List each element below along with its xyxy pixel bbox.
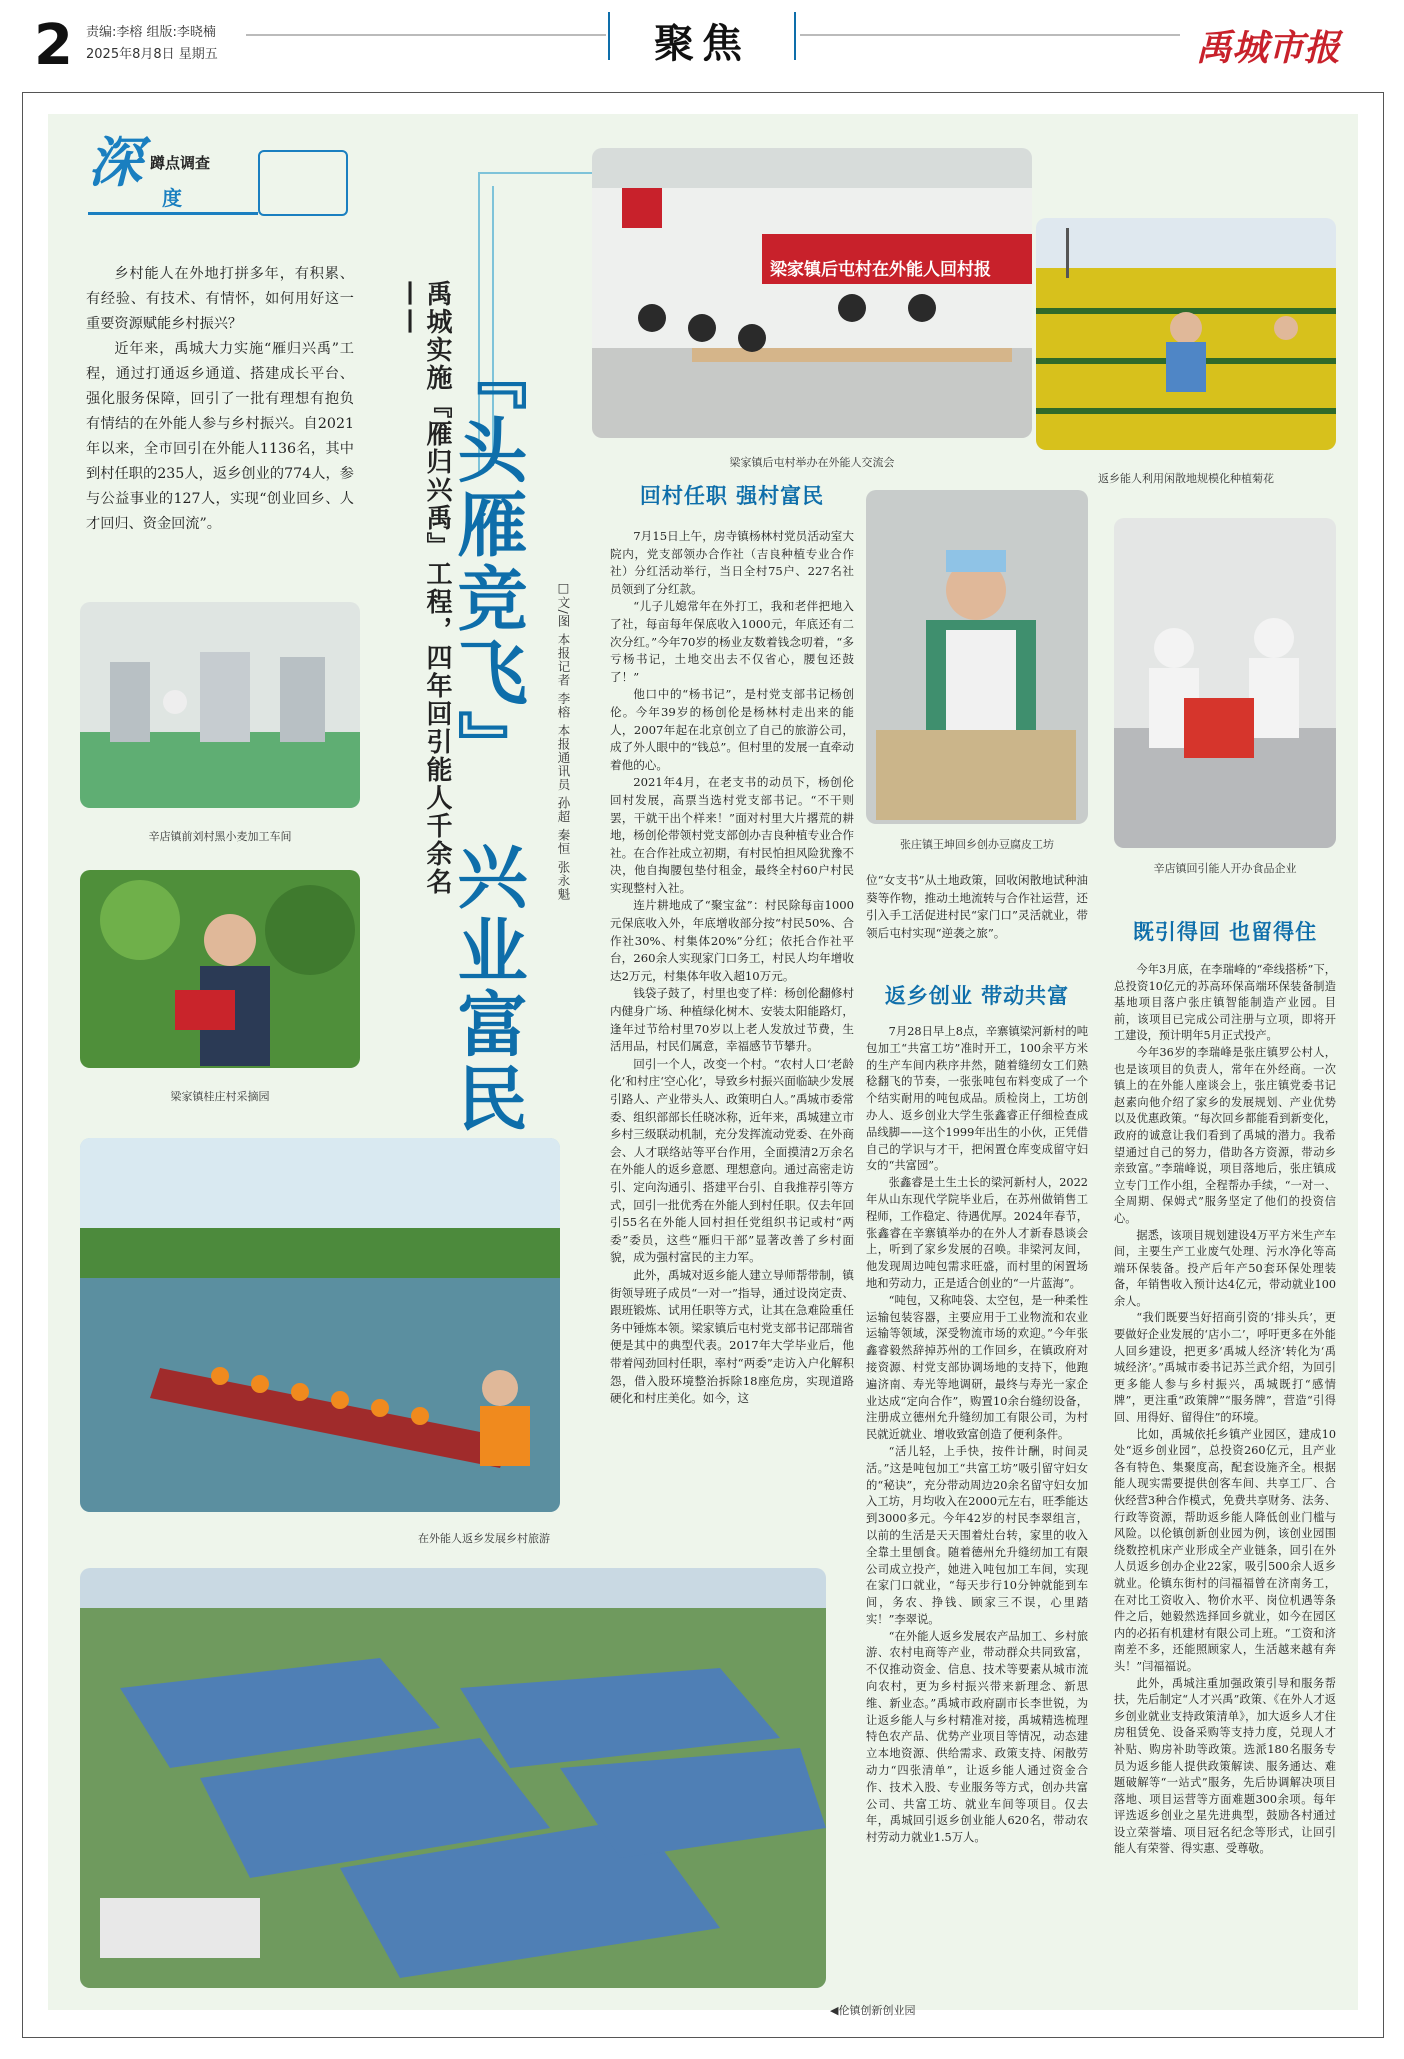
byline: □文/图 本报记者 李榕 本报通讯员 孙超 秦恒 张永魁 <box>556 580 571 902</box>
body-para: “我们既要当好招商引资的‘排头兵’，更要做好企业发展的‘店小二’，呼吁更多在外能人回乡建设，把更多‘禹城人经济’转化为‘禹城经济’。”禹城市委书记苏兰武介绍，为回引更多能人参与乡村振兴，禹城既打“感情牌”，更注重“政策牌”“服务牌”，营造“引得回、用得好、留得住”的环境。 <box>1114 1311 1336 1425</box>
body-para: 今年3月底，在李瑞峰的“牵线搭桥”下，总投资10亿元的苏高环保高端环保装备制造基地项目落户张庄镇智能制造产业园。目前，该项目已完成公司注册与立项，即将开工建设，预计明年5月正式投产。 <box>1114 963 1336 1043</box>
section2-title: 返乡创业 带动共富 <box>884 984 1070 1008</box>
photo-chrysanthemum-field <box>1036 218 1336 450</box>
newspaper-logo: 禹城市报 <box>1196 27 1341 69</box>
intro-para: 近年来，禹城大力实施“雁归兴禹”工程，通过打通返乡通道、搭建成长平台、强化服务保障，回引了一批有理想有抱负有情结的在外能人参与乡村振兴。自2021年以来，全市回引在外能人1136名，其中到村任职的235人，返乡创业的774人，参与公益事业的127人，实现“创业回乡、人才回归、资金回流”。 <box>86 341 354 532</box>
photo-tofu-skin-workshop <box>866 490 1088 824</box>
photo-aerial-park <box>80 1568 826 1988</box>
section3-body <box>1114 962 1336 1858</box>
header-info <box>86 22 218 66</box>
date-line: 2025年8月8日 星期五 <box>86 47 218 62</box>
body-para: “吨包，又称吨袋、太空包，是一种柔性运输包装容器，主要应用于工业物流和农业运输等领域，深受物流市场的欢迎。”今年张鑫睿毅然辞掉苏州的工作回乡，在镇政府对接资源、村党支部协调场地的支持下，他跑遍济南、寿光等地调研，最终与寿光一家企业达成“定向合作”，购置10余台缝纫设备，注册成立德州允升缝纫加工有限公司，为村民就近就业、增收致富创造了便利条件。 <box>866 1293 1088 1442</box>
body-para: 位“女支书”从土地政策，回收闲散地试种油葵等作物，推动土地流转与合作社运营，还引入手工活促进村民“家门口”灵活就业，带领后屯村实现“逆袭之旅”。 <box>866 873 1088 940</box>
column-logo-deep: 深 <box>88 131 142 194</box>
body-para: 连片耕地成了“聚宝盆”：村民除每亩1000元保底收入外，年底增收部分按“村民50%、合作社30%、村集体20%”分红；依托合作社平台，260余人实现家门口务工，村民人均年增收达2万元，村集体年收入超10万元。 <box>610 898 854 983</box>
deco-line <box>478 172 598 174</box>
caption-meeting: 梁家镇后屯村举办在外能人交流会 <box>729 456 895 469</box>
header-rule-left <box>246 34 606 36</box>
caption-tofu-skin-workshop: 张庄镇王坤回乡创办豆腐皮工坊 <box>900 838 1054 851</box>
headline-main-top: 『头雁竞飞』 <box>446 340 528 784</box>
column-logo-du: 度 <box>162 186 192 210</box>
body-para: “在外能人返乡发展农产品加工、乡村旅游、农村电商等产业，带动群众共同致富，不仅推动资金、信息、技术等要素从城市流向农村，更为乡村振兴带来新理念、新思维、新业态。”禹城市政府副市长李世锐，为让返乡能人与乡村精准对接，禹城精选梳理特色农产品、优势产业项目等情况，动态建立本地资源、供给需求、政策支持、闲散劳动力“四张清单”，让返乡能人通过资金合作、技术入股、专业服务等方式，创办共富公司、共富工坊、就业车间等项目。仅去年，禹城回引返乡创业能人620名，带动农村劳动力就业1.5万人。 <box>866 1629 1088 1845</box>
section2-body <box>866 1024 1088 1847</box>
body-para: 此外，禹城注重加强政策引导和服务帮扶，先后制定“人才兴禹”政策、《在外人才返乡创业就业支持政策清单》，加大返乡人才住房租赁免、设备采购等支持力度，兑现人才补贴、购房补助等政策。选派180名服务专员为返乡能人提供政策解读、服务通达、难题破解等“一站式”服务，先后协调解决项目落地、项目运营等方面难题300余项。每年评选返乡创业之星先进典型，鼓励各村通过设立荣誉墙、项目冠名纪念等形式，让回引能人有荣誉、得实惠、受尊敬。 <box>1114 1676 1336 1856</box>
photo-berry-picking <box>80 870 360 1068</box>
caption-berry-picking: 梁家镇桂庄村采摘园 <box>170 1090 270 1103</box>
intro-text <box>86 262 354 537</box>
body-para: 今年36岁的李瑞峰是张庄镇罗公村人，也是该项目的负责人，常年在外经商。一次镇上的在外能人座谈会上，张庄镇党委书记赵素向他介绍了家乡的发展规划、产业优势以及优惠政策。“每次回乡都能看到新变化，政府的诚意让我们看到了禹城的潜力。我希望通过自己的努力，借助各方资源，带动乡亲致富。”李瑞峰说，项目落地后，张庄镇成立专门工作小组，全程帮办手续，“一对一、全周期、保姆式”服务坚定了他们的投资信心。 <box>1114 1045 1336 1225</box>
photo-flour-mill <box>80 602 360 808</box>
headline-main-bottom: 兴业富民 <box>446 840 528 1136</box>
photo-dragon-boat <box>80 1138 560 1512</box>
editors-line: 责编:李榕 组版:李晓楠 <box>86 25 216 40</box>
column-logo-tag: 蹲点调查 <box>150 154 211 172</box>
caption-flour-mill: 辛店镇前刘村黑小麦加工车间 <box>148 830 292 843</box>
caption-food-enterprise: 辛店镇回引能人开办食品企业 <box>1153 862 1297 875</box>
section1-body <box>610 528 854 1408</box>
photo-meeting <box>592 148 1032 438</box>
newspaper-icon <box>258 150 348 216</box>
body-para: 7月28日早上8点，辛寨镇梁河新村的吨包加工“共富工坊”准时开工，100余平方米的生产车间内秩序井然，随着缝纫女工们熟稔翻飞的节奏，一张张吨包布料变成了一个个结实耐用的吨包成品。质检岗上，工坊创办人、返乡创业大学生张鑫睿正仔细检查成品线脚——这个1999年出生的小伙，正凭借自己的学识与才干，把闲置仓库变成留守妇女的“共富园”。 <box>866 1025 1088 1173</box>
meeting-banner-text: 梁家镇后屯村在外能人回村报 <box>770 260 991 280</box>
caption-aerial-park: ◀伦镇创新创业园 <box>830 2004 916 2017</box>
body-para: 比如，禹城依托乡镇产业园区，建成10处“返乡创业园”，总投资260亿元，且产业各有特色、集聚度高，配套设施齐全。根据能人现实需要提供创客车间、共享工厂、合伙经营3种合作模式，免费共享财务、法务、行政等资源，帮助返乡能人降低创业门槛与风险。以伦镇创新创业园为例，该创业园围绕数控机床产业形成全产业链条，回引在外人员返乡创办企业22家，吸引500余人返乡就业。伦镇东街村的闫福福曾在济南务工，在对比工资收入、物价水平、岗位机遇等条件之后，她毅然选择回乡就业，如今在园区内的必拓有机建材有限公司上班。“工资和济南差不多，还能照顾家人，生活越来越有奔头！”闫福福说。 <box>1114 1427 1336 1673</box>
logo-underline <box>88 212 258 215</box>
body-para: 钱袋子鼓了，村里也变了样：杨创伦翻修村内健身广场、种植绿化树木、安装太阳能路灯，逢年过节给村里70岁以上老人发放过节费，生活用品，村民们属意，幸福感节节攀升。 <box>610 986 854 1054</box>
body-para: “儿子儿媳常年在外打工，我和老伴把地入了社，每亩每年保底收入1000元，年底还有二次分红。”今年70岁的杨业友数着钱念叨着，“多亏杨书记，土地交出去不仅省心，腰包还鼓了！” <box>610 599 854 684</box>
body-para: 回引一个人，改变一个村。“农村人口‘老龄化’和村庄‘空心化’，导致乡村振兴面临缺少发展引路人、产业带头人、政策明白人。”禹城市委常委、组织部部长任晓冰称，近年来，禹城建立市乡村三级联动机制，充分发挥流动党委、在外商会、人才联络站等平台作用，全面摸清2万余名在外能人的返乡意愿、理想意向。通过高密走访引、定向沟通引、搭建平台引、自我推荐引等方式，回引一批优秀在外能人到村任职。仅去年回引55名在外能人回村担任党组织书记或村“两委”委员，这些“雁归干部”显著改善了乡村面貌，成为强村富民的主力军。 <box>610 1056 854 1265</box>
body-para: 此外，禹城对返乡能人建立导师帮带制，镇街领导班子成员“一对一”指导，通过设岗定责、跟班锻炼、试用任职等方式，让其在急难险重任务中锤炼本领。梁家镇后屯村党支部书记邵瑞省便是其中的典型代表。2017年大学毕业后，他带着闯劲回村任职，率村“两委”走访入户化解积怨，借入股环境整治拆除18座危房，实现道路硬化和村庄美化。如今，这 <box>610 1267 854 1406</box>
caption-dragon-boat: 在外能人返乡发展乡村旅游 <box>418 1532 550 1545</box>
page-number: 2 <box>34 13 73 78</box>
section1-title: 回村任职 强村富民 <box>639 484 825 508</box>
section2-lead <box>866 872 1088 942</box>
body-para: 他口中的“杨书记”，是村党支部书记杨创伦。今年39岁的杨创伦是杨林村走出来的能人，2007年起在北京创立了自己的旅游公司，成了外人眼中的“钱总”。但村里的发展一直牵动着他的心。 <box>610 687 854 772</box>
intro-para: 乡村能人在外地打拼多年，有积累、有经验、有技术、有情怀，如何用好这一重要资源赋能乡村振兴？ <box>86 266 354 332</box>
body-para: “活儿轻，上手快，按件计酬，时间灵活。”这是吨包加工“共富工坊”吸引留守妇女的“秘诀”，充分带动周边20余名留守妇女加入工坊，月均收入在2000元左右，旺季能达到3000多元。今年42岁的村民李翠组言，以前的生活是天天围着灶台转，家里的收入全靠土里刨食。随着德州允升缝纫加工有限公司成立投产，她进入吨包加工车间，实现在家门口就业，“每天步行10分钟就能到车间，务农、挣钱、顾家三不误，心里踏实！”李翠说。 <box>866 1444 1088 1626</box>
headline-subtitle: 禹城实施『雁归兴禹』工程，四年回引能人千余名—— <box>396 280 452 896</box>
header-rule-right <box>800 34 1180 36</box>
body-para: 7月15日上午，房寺镇杨林村党员活动室大院内，党支部领办合作社（吉良种植专业合作社）分红活动举行，当日全村75户、227名社员领到了分红款。 <box>610 529 854 596</box>
section3-title: 既引得回 也留得住 <box>1132 920 1318 944</box>
section-title: 聚焦 <box>622 12 782 58</box>
body-para: 2021年4月，在老支书的动员下，杨创伦回村发展，高票当选村党支部书记。“不干则罢，干就干出个样来！”面对村里大片撂荒的耕地，杨创伦带领村党支部创办吉良种植专业合作社。在合作社成立初期，有村民怕担风险犹豫不决，他自掏腰包垫付租金，最终全村60户村民实现整村入社。 <box>610 775 854 895</box>
caption-chrysanthemum-field: 返乡能人利用闲散地规模化种植菊花 <box>1098 472 1274 485</box>
photo-food-enterprise <box>1114 518 1336 848</box>
body-para: 据悉，该项目规划建设4万平方米生产车间，主要生产工业废气处理、污水净化等高端环保装备。投产后年产50套环保处理装备，年销售收入预计达4亿元，带动就业100余人。 <box>1114 1228 1336 1308</box>
body-para: 张鑫睿是土生土长的梁河新村人，2022年从山东现代学院毕业后，在苏州做销售工程师，工作稳定、待遇优厚。2024年春节，张鑫睿在辛寨镇举办的在外人才新春恳谈会上，听到了家乡发展的召唤。非梁河友间，他发现周边吨包需求旺盛，而村里的闲置场地和劳动力，正是适合创业的“一片蓝海”。 <box>866 1176 1088 1290</box>
